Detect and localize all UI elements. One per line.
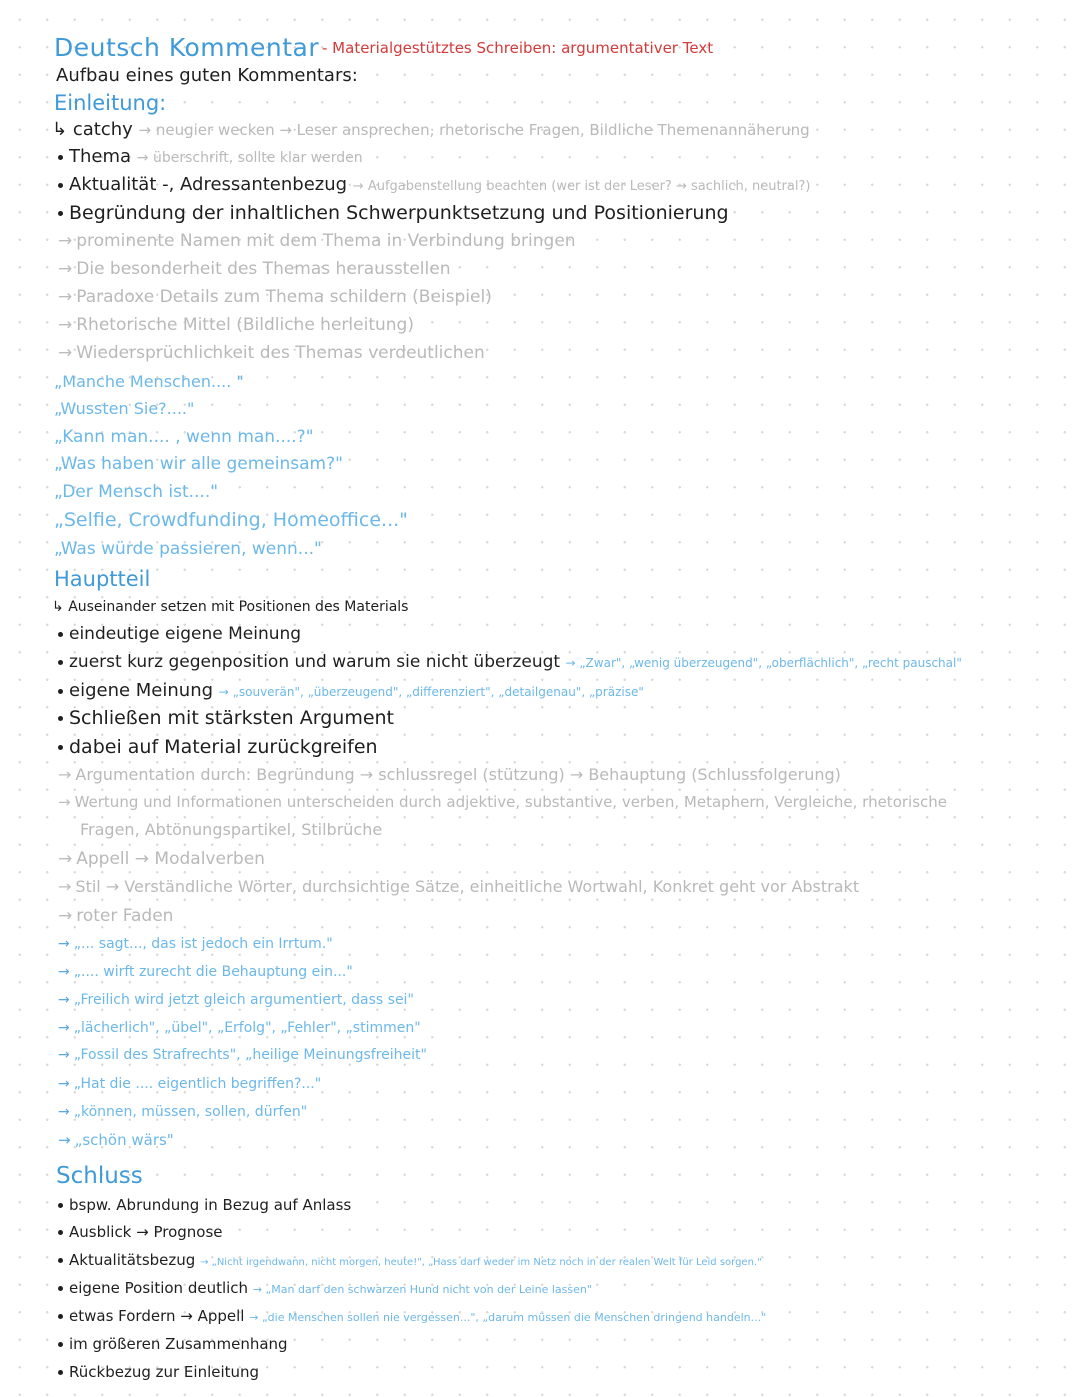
hauptteil-point: dabei auf Material zurückgreifen [58, 737, 378, 759]
begruendung-text: Begründung der inhaltlichen Schwerpunktsetzung und Positionierung [69, 202, 729, 224]
arrow-right-icon: → [58, 1047, 70, 1063]
schluss-point: Rückbezug zur Einleitung [58, 1364, 259, 1381]
page-title: Deutsch Kommentar [54, 33, 320, 62]
hauptteil-tip: → roter Faden [58, 906, 174, 926]
schluss-point: etwas Fordern → Appell → „die Menschen sollen nie vergessen...", „darum müssen die Menschen dringend handeln..." [58, 1308, 766, 1325]
arrow-right-icon: → [58, 906, 73, 926]
arrow-right-icon: → [58, 936, 70, 952]
arrow-right-icon: → [58, 231, 73, 251]
section-heading-hauptteil: Hauptteil [54, 567, 151, 591]
catchy-note: → neugier wecken → Leser ansprechen, rhetorische Fragen, Bildliche Themenannäherung [138, 121, 810, 139]
page-subtitle: - Materialgestütztes Schreiben: argumentativer Text [322, 39, 714, 57]
einleitung-example: „Der Mensch ist...." [54, 482, 219, 502]
einleitung-example: „Wussten Sie?...." [54, 399, 195, 418]
arrow-right-icon: → [58, 315, 73, 335]
bullet-icon [58, 660, 63, 665]
hauptteil-phrase: → „Freilich wird jetzt gleich argumentiert, dass sei" [58, 992, 414, 1008]
bullet-icon [58, 1230, 63, 1235]
arrow-right-icon: → [58, 1131, 71, 1149]
hauptteil-point: zuerst kurz gegenposition und warum sie nicht überzeugt → „Zwar", „wenig überzeugend", „oberflächlich", „recht pauschal" [58, 653, 962, 673]
position-example: → „Man darf den schwarzen Hund nicht von der Leine lassen" [252, 1283, 592, 1296]
schluss-point: Ausblick → Prognose [58, 1224, 223, 1241]
bullet-icon [58, 183, 63, 188]
bullet-icon [58, 716, 63, 721]
arrow-right-icon: → [58, 793, 71, 811]
einleitung-example: „Manche Menschen.... " [54, 372, 244, 391]
aktualitaet-note: → Aufgabenstellung beachten (wer ist der Leser? → sachlich, neutral?) [352, 179, 811, 194]
arrow-right-icon: → [58, 964, 70, 980]
hauptteil-phrase: → „.... wirft zurecht die Behauptung ein..." [58, 964, 353, 980]
section-heading-einleitung: Einleitung: [54, 91, 167, 115]
einleitung-example: „Selfie, Crowdfunding, Homeoffice..." [54, 509, 408, 531]
hauptteil-point: eigene Meinung → „souverän", „überzeugend", „differenziert", „detailgenau", „präzise" [58, 681, 644, 702]
thema-note: → überschrift, sollte klar werden [136, 150, 363, 166]
bullet-icon [58, 689, 63, 694]
einleitung-tip: → Paradoxe Details zum Thema schildern (Beispiel) [58, 287, 492, 307]
hauptteil-tip: → Argumentation durch: Begründung → schlussregel (stützung) → Behauptung (Schlussfolgerung) [58, 765, 841, 784]
gegenposition-words: → „Zwar", „wenig überzeugend", „oberflächlich", „recht pauschal" [565, 656, 962, 670]
arrow-right-icon: → [58, 259, 73, 279]
section-heading-schluss: Schluss [56, 1163, 143, 1189]
catchy-item [52, 120, 810, 141]
einleitung-tip: → prominente Namen mit dem Thema in Verbindung bringen [58, 231, 576, 251]
hauptteil-point: Schließen mit stärksten Argument [58, 708, 394, 730]
bullet-icon [58, 745, 63, 750]
hauptteil-tip: → Wertung und Informationen unterscheiden durch adjektive, substantive, verben, Metaphern, Vergleiche, rhetorische [58, 793, 948, 811]
meinung-words: → „souverän", „überzeugend", „differenziert", „detailgenau", „präzise" [218, 685, 644, 699]
arrow-right-icon: → [58, 1020, 70, 1036]
arrow-right-icon: → [58, 765, 72, 784]
arrow-down-right-icon: ↳ [52, 599, 64, 615]
arrow-right-icon: → [58, 287, 73, 307]
appell-example: → „die Menschen sollen nie vergessen...", „darum müssen die Menschen dringend handeln..." [249, 1311, 767, 1324]
hauptteil-tip: → Appell → Modalverben [58, 849, 265, 869]
schluss-point: im größeren Zusammenhang [58, 1336, 288, 1353]
einleitung-example: „Was würde passieren, wenn..." [54, 539, 322, 559]
thema-item [58, 147, 363, 168]
hauptteil-phrase: → „... sagt..., das ist jedoch ein Irrtum." [58, 936, 333, 952]
aktualitaet-example: → „Nicht irgendwann, nicht morgen, heute!", „Hass darf weder im Netz noch in der realen Welt für Leid sorgen." [200, 1257, 762, 1268]
bullet-icon [58, 211, 63, 216]
bullet-icon [58, 1286, 63, 1291]
arrow-right-icon: → [58, 1104, 70, 1120]
hauptteil-phrase: → „können, müssen, sollen, dürfen" [58, 1104, 308, 1120]
einleitung-tip: → Die besonderheit des Themas herausstellen [58, 259, 451, 279]
hauptteil-phrase: → „Fossil des Strafrechts", „heilige Meinungsfreiheit" [58, 1047, 427, 1063]
aktualitaet-item [58, 175, 810, 196]
schluss-point: eigene Position deutlich → „Man darf den schwarzen Hund nicht von der Leine lassen" [58, 1280, 592, 1297]
arrow-down-right-icon: ↳ [52, 119, 68, 140]
einleitung-example: „Was haben wir alle gemeinsam?" [54, 454, 343, 474]
thema-label: Thema [69, 146, 132, 167]
einleitung-tip: → Wiedersprüchlichkeit des Themas verdeutlichen [58, 343, 485, 363]
bullet-icon [58, 1258, 63, 1263]
bullet-icon [58, 1342, 63, 1347]
schluss-point: Aktualitätsbezug → „Nicht irgendwann, nicht morgen, heute!", „Hass darf weder im Netz noch in der realen Welt für Leid sorgen." [58, 1252, 762, 1269]
hauptteil-phrase: → „schön wärs" [58, 1131, 174, 1149]
hauptteil-phrase: → „lächerlich", „übel", „Erfolg", „Fehler", „stimmen" [58, 1020, 421, 1036]
arrow-right-icon: → [58, 343, 73, 363]
bullet-icon [58, 155, 63, 160]
begruendung-item [58, 203, 729, 225]
arrow-right-icon: → [58, 877, 72, 896]
arrow-right-icon: → [58, 1076, 70, 1092]
catchy-label: catchy [72, 119, 133, 140]
hauptteil-lead: ↳ Auseinander setzen mit Positionen des Materials [52, 599, 409, 615]
hauptteil-phrase: → „Hat die .... eigentlich begriffen?..." [58, 1076, 322, 1092]
hauptteil-tip: → Stil → Verständliche Wörter, durchsichtige Sätze, einheitliche Wortwahl, Konkret geht vor Abstrakt [58, 877, 860, 896]
aktualitaet-label: Aktualität -, Adressantenbezug [69, 174, 348, 195]
bullet-icon [58, 632, 63, 637]
arrow-right-icon: → [58, 849, 73, 869]
intro-line: Aufbau eines guten Kommentars: [56, 65, 358, 86]
bullet-icon [58, 1370, 63, 1375]
einleitung-tip: → Rhetorische Mittel (Bildliche herleitung) [58, 315, 414, 335]
hauptteil-point: eindeutige eigene Meinung [58, 625, 301, 645]
arrow-right-icon: → [58, 992, 70, 1008]
hauptteil-tip-continued: Fragen, Abtönungspartikel, Stilbrüche [80, 820, 383, 839]
einleitung-example: „Kann man.... , wenn man....?" [54, 427, 314, 447]
bullet-icon [58, 1314, 63, 1319]
bullet-icon [58, 1203, 63, 1208]
schluss-point: bspw. Abrundung in Bezug auf Anlass [58, 1197, 351, 1214]
